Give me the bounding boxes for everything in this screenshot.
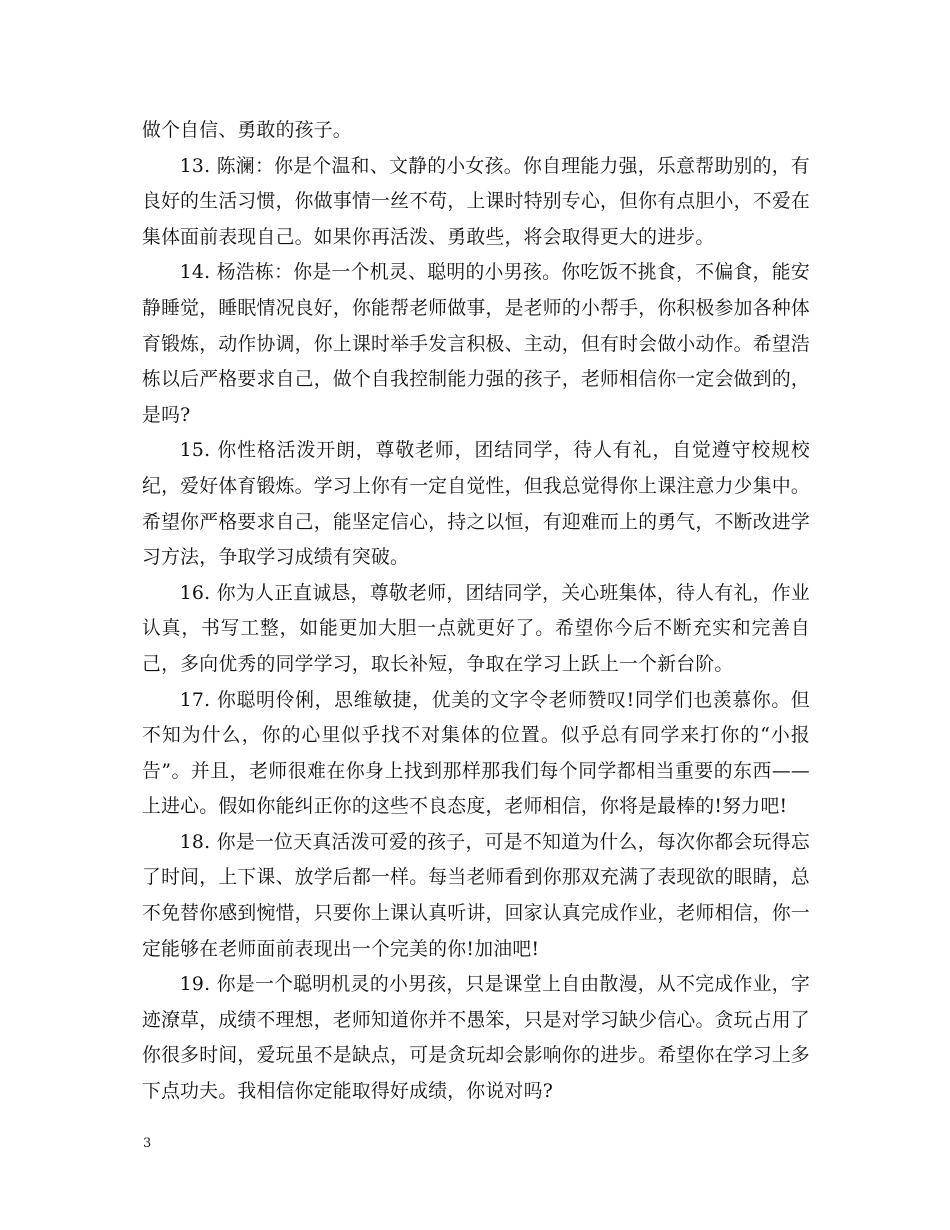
comment-paragraph-15: 15. 你性格活泼开朗，尊敬老师，团结同学，待人有礼，自觉遵守校规校纪，爱好体育锻炼。学习上你有一定自觉性，但我总觉得你上课注意力少集中。希望你严格要求自己，能坚定信心，持之以恒，有迎难而上的勇气，不断改进学习方法，争取学习成绩有突破。 xyxy=(142,440,810,569)
comment-paragraph-14: 14. 杨浩栋：你是一个机灵、聪明的小男孩。你吃饭不挑食，不偏食，能安静睡觉，睡眠情况良好，你能帮老师做事，是老师的小帮手，你积极参加各种体育锻炼，动作协调，你上课时举手发言积极、主动，但有时会做小动作。希望浩栋以后严格要求自己，做个自我控制能力强的孩子，老师相信你一定会做到的，是吗? xyxy=(142,262,810,426)
comment-paragraph-17: 17. 你聪明伶俐，思维敏捷，优美的文字令老师赞叹!同学们也羡慕你。但不知为什么，你的心里似乎找不对集体的位置。似乎总有同学来打你的“小报告”。并且，老师很难在你身上找到那样那我们每个同学都相当重要的东西——上进心。假如你能纠正你的这些不良态度，老师相信，你将是最棒的!努力吧! xyxy=(142,689,810,818)
comment-paragraph-16: 16. 你为人正直诚恳，尊敬老师，团结同学，关心班集体，待人有礼，作业认真，书写工整，如能更加大胆一点就更好了。希望你今后不断充实和完善自己，多向优秀的同学学习，取长补短，争取在学习上跃上一个新台阶。 xyxy=(142,582,810,675)
comment-paragraph-19: 19. 你是一个聪明机灵的小男孩，只是课堂上自由散漫，从不完成作业，字迹潦草，成绩不理想，老师知道你并不愚笨，只是对学习缺少信心。贪玩占用了你很多时间，爱玩虽不是缺点，可是贪玩却会影响你的进步。希望你在学习上多下点功夫。我相信你定能取得好成绩，你说对吗? xyxy=(142,974,810,1103)
comment-paragraph-13: 13. 陈澜：你是个温和、文静的小女孩。你自理能力强，乐意帮助别的，有良好的生活习惯，你做事情一丝不苟，上课时特别专心，但你有点胆小，不爱在集体面前表现自己。如果你再活泼、勇敢些，将会取得更大的进步。 xyxy=(142,155,810,248)
continuation-paragraph: 做个自信、勇敢的孩子。 xyxy=(142,120,352,141)
page-number: 3 xyxy=(143,1136,152,1151)
comment-paragraph-18: 18. 你是一位天真活泼可爱的孩子，可是不知道为什么，每次你都会玩得忘了时间，上下课、放学后都一样。每当老师看到你那双充满了表现欲的眼睛，总不免替你感到惋惜，只要你上课认真听讲，回家认真完成作业，老师相信，你一定能够在老师面前表现出一个完美的你!加油吧! xyxy=(142,831,810,960)
document-body xyxy=(142,113,810,1110)
